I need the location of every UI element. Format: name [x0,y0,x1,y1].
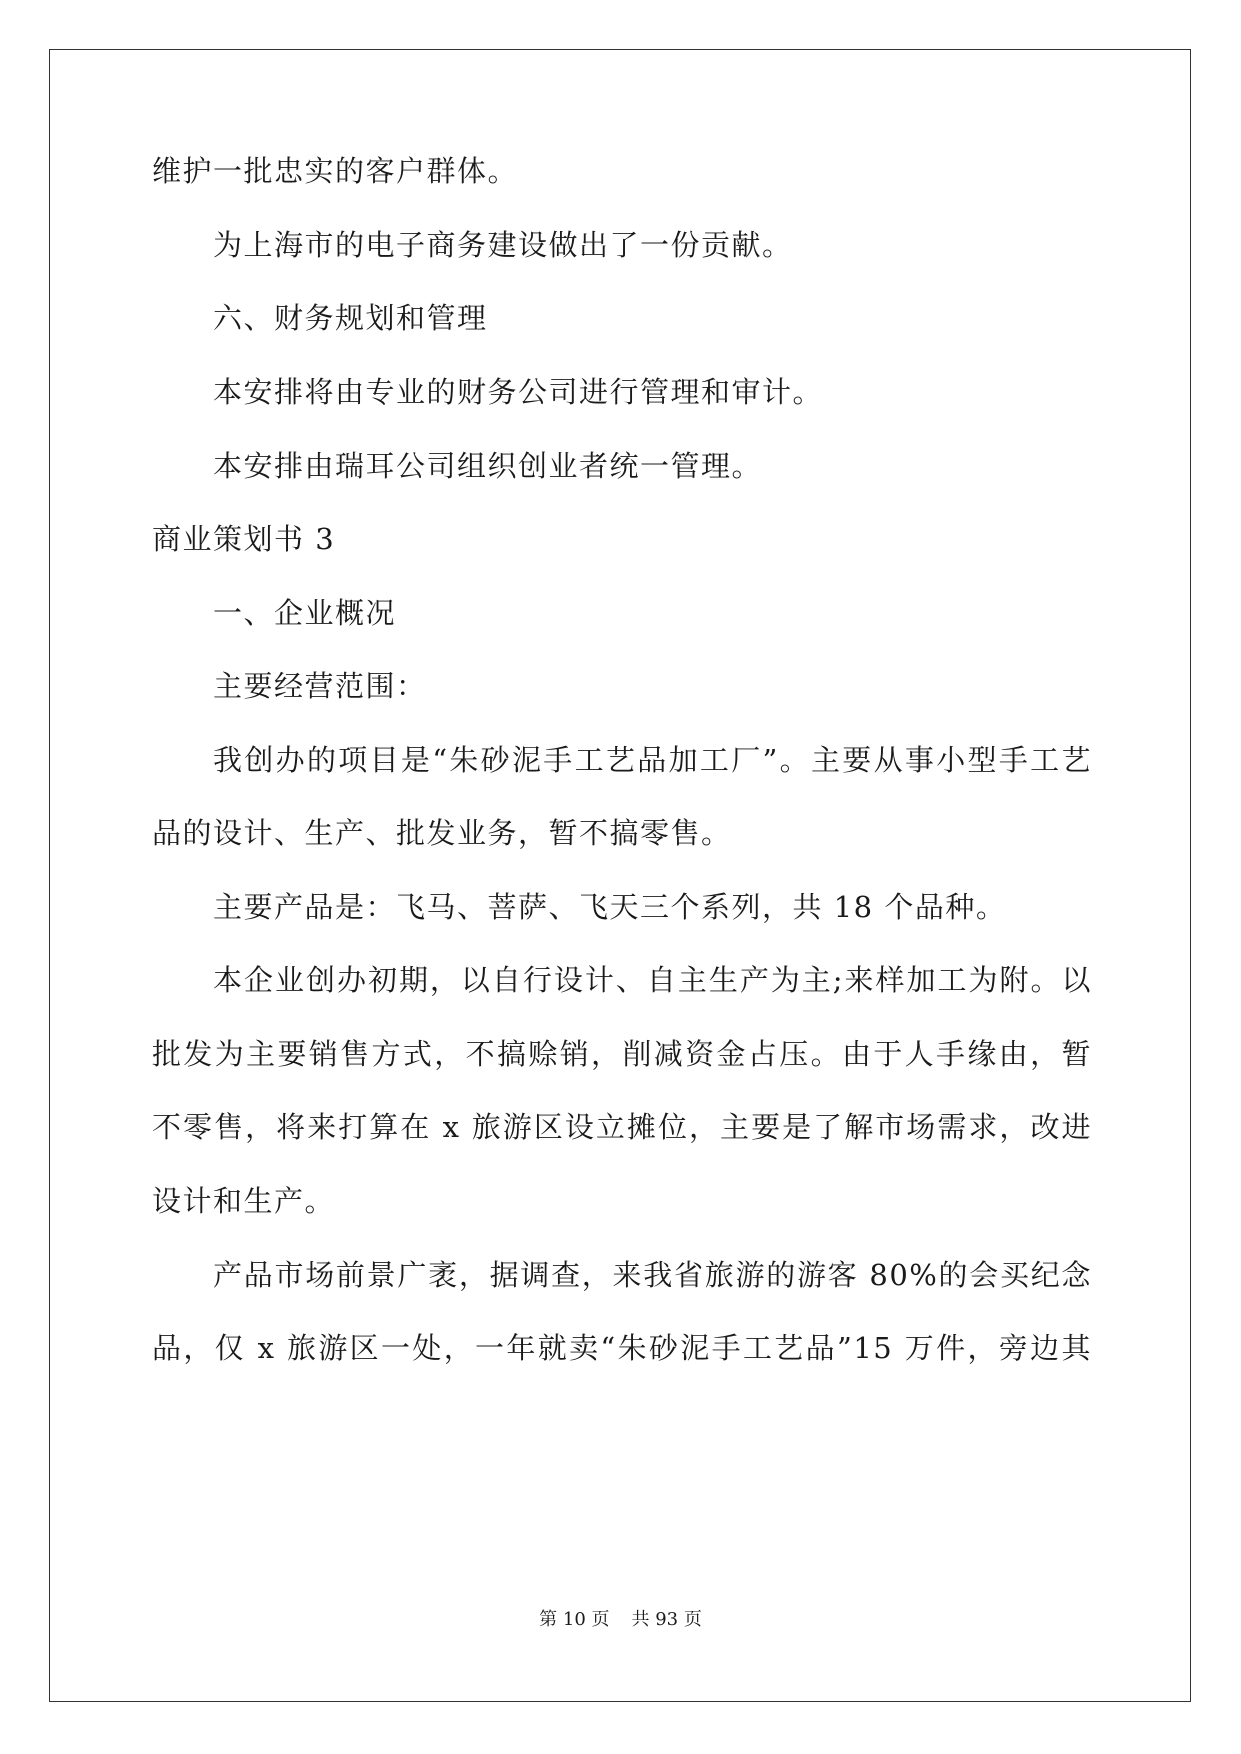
text-line: 为上海市的电子商务建设做出了一份贡献。 [213,228,793,262]
text-line: 品，仅 x 旅游区一处，一年就卖“朱砂泥手工艺品”15 万件，旁边其 [152,1331,1092,1365]
page-border [49,49,1191,1702]
text-line: 产品市场前景广袤，据调查，来我省旅游的游客 80%的会买纪念 [213,1258,1092,1292]
page-total: 共 93 页 [631,1609,702,1630]
text-line: 主要产品是：飞马、菩萨、飞天三个系列，共 18 个品种。 [213,890,1007,924]
text-line: 主要经营范围： [213,669,427,703]
page-number: 第 10 页 [539,1609,610,1630]
text-line: 设计和生产。 [152,1184,336,1218]
text-line: 品的设计、生产、批发业务，暂不搞零售。 [152,816,732,850]
page-footer [0,1608,1241,1632]
text-line: 不零售，将来打算在 x 旅游区设立摊位，主要是了解市场需求，改进 [152,1110,1092,1144]
text-line: 本企业创办初期，以自行设计、自主生产为主;来样加工为附。以 [213,963,1092,997]
section-heading: 一、企业概况 [213,596,397,630]
text-line: 我创办的项目是“朱砂泥手工艺品加工厂”。主要从事小型手工艺 [213,743,1092,777]
text-line: 本安排由瑞耳公司组织创业者统一管理。 [213,449,763,483]
section-heading: 六、财务规划和管理 [213,301,488,335]
text-line: 维护一批忠实的客户群体。 [152,154,519,188]
text-line: 本安排将由专业的财务公司进行管理和审计。 [213,375,824,409]
text-line: 批发为主要销售方式，不搞赊销，削减资金占压。由于人手缘由，暂 [152,1037,1092,1071]
document-title: 商业策划书 3 [152,522,336,556]
